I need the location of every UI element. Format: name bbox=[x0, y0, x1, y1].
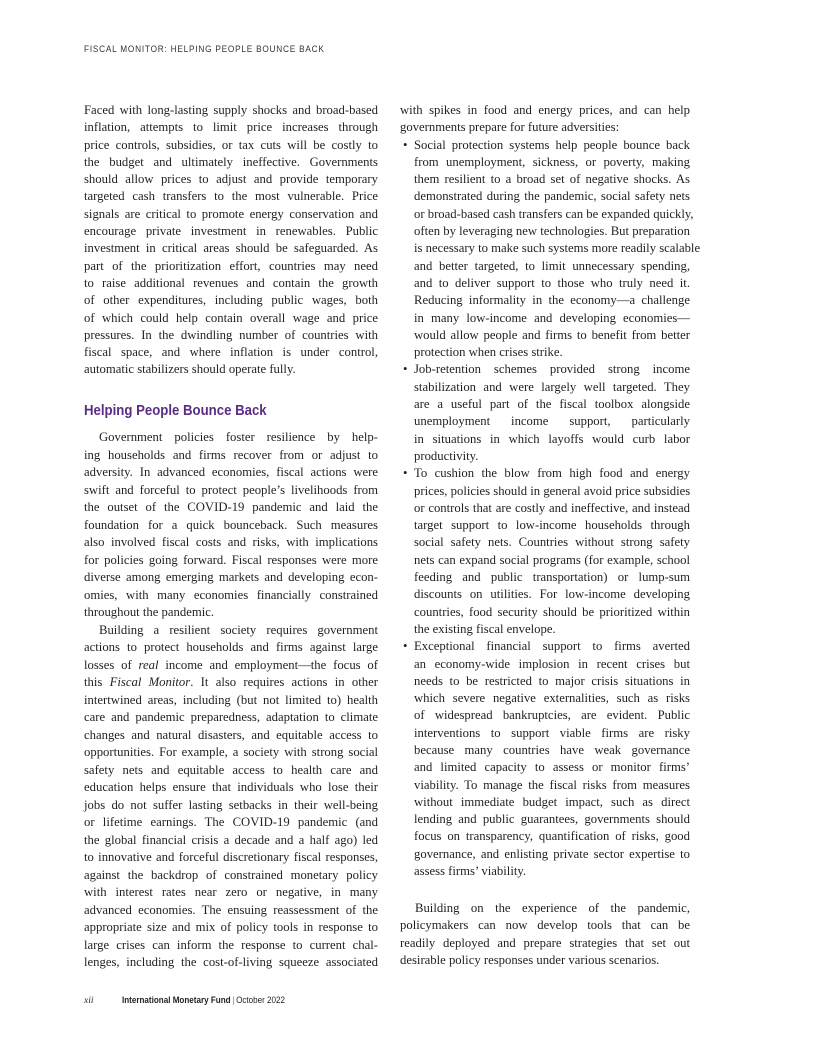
text-line: in situations in which layoffs would curb labor bbox=[414, 431, 690, 446]
text-line: prices, policies should in general avoid price subsidies bbox=[414, 483, 691, 498]
text-line: and limited capacity to assess or monitor firms’ bbox=[414, 760, 690, 775]
text-line: encourage private investment in renewables. Public bbox=[84, 224, 378, 239]
text-line: productivity. bbox=[414, 448, 479, 463]
text-line: feeding and public transportation) or lump-sum bbox=[414, 570, 690, 585]
text-line: assess firms’ viability. bbox=[414, 864, 527, 879]
text-line: diverse among emerging markets and developing econ- bbox=[84, 570, 378, 584]
text-line: to raise additional revenues and contain the growth bbox=[84, 275, 378, 290]
text-line: Faced with long-lasting supply shocks and broad-based bbox=[84, 103, 378, 117]
page-footer bbox=[84, 995, 314, 1006]
text-line: price controls, subsidies, or tax cuts will be costly to bbox=[84, 137, 378, 152]
text-line: To cushion the blow from high food and energy bbox=[414, 466, 690, 481]
text-line: because many countries have weak governance bbox=[414, 742, 690, 757]
bullet-icon: • bbox=[403, 466, 408, 481]
text-line: or controls that are costly and ineffective, and instead bbox=[414, 500, 690, 515]
text-line: throughout the pandemic. bbox=[84, 605, 215, 619]
text-line: safety nets and equitable access to health care and bbox=[84, 762, 378, 777]
text-line: often by leveraging new technologies. But preparation bbox=[414, 224, 690, 239]
body-paragraph bbox=[84, 622, 378, 972]
text-line: demonstrated during the pandemic, social safety nets bbox=[414, 189, 690, 204]
text-line: inflation, attempts to limit price increases through bbox=[84, 120, 378, 135]
text-line: Government policies foster resilience by help- bbox=[99, 430, 378, 444]
footer-separator: | bbox=[232, 995, 235, 1006]
intro-lines bbox=[400, 102, 690, 137]
text-line: viability. To manage the fiscal risks from measures bbox=[414, 777, 690, 792]
italic-text: real bbox=[138, 657, 159, 672]
bullet-item bbox=[400, 638, 690, 880]
text-line: interventions to support viable firms are risky bbox=[414, 725, 690, 740]
text-line: education helps ensure that individuals who lose their bbox=[84, 780, 378, 794]
text-line: ing households and firms recover from or adjust to bbox=[84, 447, 378, 462]
text-line bbox=[84, 657, 378, 675]
text-line: Social protection systems help people bounce back bbox=[414, 137, 690, 152]
text-line: lenges, including the cost-of-living squeeze associated bbox=[84, 955, 378, 969]
text-line: omies, with many economies financially constrained bbox=[84, 587, 378, 602]
text-line: signals are critical to promote energy conservation and bbox=[84, 206, 378, 221]
text-line: large crises can inform the response to current chal- bbox=[84, 937, 378, 952]
text-line: the global financial crisis a decade and a half ago) led bbox=[84, 832, 378, 847]
text-segment: . It also requires actions in other bbox=[190, 675, 378, 689]
text-line: which severe negative externalities, such as risks bbox=[414, 691, 690, 706]
text-line: policymakers can now develop tools that can be bbox=[400, 918, 690, 933]
text-line: part of the prioritization effort, countries may need bbox=[84, 258, 378, 273]
text-line: of widespread bankruptcies, are evident. Public bbox=[414, 708, 690, 723]
text-segment: income and employment—the focus of bbox=[158, 657, 378, 672]
text-line: and better targeted, to limit unnecessary spending, bbox=[414, 258, 690, 273]
text-line: targeted cash transfers to the most vulnerable. Price bbox=[84, 189, 378, 204]
italic-text: Fiscal Monitor bbox=[109, 675, 191, 689]
text-line: automatic stabilizers should operate fully. bbox=[84, 362, 296, 377]
text-line: of other expenditures, including public wages, both bbox=[84, 293, 378, 308]
text-line: countries, food security should be prioritized within bbox=[414, 604, 690, 619]
text-segment: losses of bbox=[84, 657, 139, 672]
page-number: xii bbox=[84, 996, 94, 1006]
text-line: governments prepare for future adversities: bbox=[400, 120, 620, 135]
text-line: swift and forceful to protect people’s livelihoods from bbox=[84, 482, 378, 497]
text-line: Exceptional financial support to firms averted bbox=[414, 639, 690, 654]
bullet-item bbox=[400, 465, 690, 638]
text-line: stabilization and were largely well targeted. They bbox=[414, 379, 690, 394]
text-line: to innovative and forceful discretionary fiscal responses, bbox=[84, 850, 378, 864]
bullet-icon: • bbox=[403, 362, 408, 377]
text-line: investment in critical areas should be safeguarded. As bbox=[84, 241, 378, 256]
text-line bbox=[84, 674, 378, 692]
text-line: intertwined areas, including (but not limited to) health bbox=[84, 692, 378, 707]
text-line: changes and natural disasters, and equitable access to bbox=[84, 727, 378, 742]
text-line: fiscal space, and where inflation is under control, bbox=[84, 345, 378, 360]
text-line: jobs do not suffer lasting setbacks in their well-being bbox=[84, 797, 378, 812]
bullet-item bbox=[400, 361, 690, 465]
text-line: nets can expand social programs (for example, school bbox=[414, 552, 690, 567]
text-line: with interest rates near zero or negative, in many bbox=[84, 885, 378, 899]
text-line: Reducing informality in the economy—a challenge bbox=[414, 293, 690, 308]
text-line: should allow prices to adjust and provide temporary bbox=[84, 172, 378, 187]
text-line: or broad-based cash transfers can be expanded quickly, bbox=[414, 206, 694, 221]
text-line: for policies going forward. Fiscal responses were more bbox=[84, 552, 378, 567]
text-line: in many low-income and developing economies— bbox=[414, 310, 690, 325]
text-line: Building a resilient society requires government bbox=[99, 622, 378, 637]
bullet-icon: • bbox=[403, 137, 408, 152]
text-line: are a useful part of the fiscal toolbox alongside bbox=[414, 397, 690, 412]
text-line: target support to low-income households through bbox=[414, 518, 690, 533]
text-line: appropriate size and mix of policy tools in response to bbox=[84, 920, 378, 934]
text-line: of which could help contain overall wage and price bbox=[84, 310, 378, 325]
text-line: unemployment income support, particularly bbox=[414, 414, 690, 429]
left-body bbox=[84, 429, 378, 972]
text-line: or lifetime earnings. The COVID-19 pandemic (and bbox=[84, 815, 378, 829]
text-line: the existing fiscal envelope. bbox=[414, 621, 556, 636]
intro-paragraph bbox=[84, 102, 378, 379]
text-line: foundation for a quick bounceback. Such measures bbox=[84, 517, 378, 532]
footer-publisher bbox=[122, 995, 285, 1006]
body-paragraph bbox=[84, 429, 378, 622]
text-line: an economy-wide implosion in recent crises but bbox=[414, 656, 690, 671]
text-line: is necessary to make such systems more readily scalable bbox=[414, 241, 701, 256]
text-line: against the backdrop of constrained monetary policy bbox=[84, 867, 378, 882]
text-line: from unemployment, sickness, or poverty, making bbox=[414, 154, 690, 169]
text-line: lending and public guarantees, governments should bbox=[414, 812, 690, 827]
publication-date: October 2022 bbox=[236, 995, 286, 1006]
text-line: needs to be restricted to major crisis situations in bbox=[414, 673, 690, 688]
text-line: with spikes in food and energy prices, and can help bbox=[400, 103, 690, 117]
text-line: also involved fiscal costs and risks, with implications bbox=[84, 535, 378, 549]
text-line: adversity. In advanced economies, fiscal actions were bbox=[84, 465, 378, 479]
text-line: without immediate budget impact, such as direct bbox=[414, 794, 690, 809]
closing-paragraph bbox=[400, 900, 690, 969]
text-line: Building on the experience of the pandemic, bbox=[415, 901, 690, 915]
text-line: opportunities. For example, a society with strong social bbox=[84, 745, 378, 759]
text-segment: this bbox=[84, 675, 110, 689]
right-body bbox=[400, 102, 701, 880]
text-line: social safety nets. Countries without strong safety bbox=[414, 535, 690, 550]
text-line: focus on transparency, quantification of risks, good bbox=[414, 829, 690, 844]
bullet-list bbox=[400, 137, 701, 881]
bullet-icon: • bbox=[403, 639, 408, 654]
text-line: discounts on utilities. For low-income developing bbox=[414, 587, 690, 602]
text-line: desirable policy responses under various scenarios. bbox=[400, 952, 660, 967]
text-line: would allow people and firms to benefit from better bbox=[414, 327, 690, 342]
text-line: the outset of the COVID-19 pandemic and laid the bbox=[84, 500, 378, 514]
text-line: Job-retention schemes provided strong income bbox=[414, 362, 690, 377]
closing-paragraph-block bbox=[400, 900, 690, 969]
bullet-item bbox=[400, 137, 701, 362]
text-line: advanced economies. The ensuing reassessment of the bbox=[84, 902, 378, 917]
text-line: the budget and ultimately ineffective. Governments bbox=[84, 154, 378, 169]
text-line: readily deployed and prepare strategies that set out bbox=[400, 935, 690, 950]
text-line: and to deliver support to those who truly need it. bbox=[414, 275, 690, 290]
text-line: protection when crises strike. bbox=[414, 345, 563, 360]
text-line: care and pandemic preparedness, adaptation to climate bbox=[84, 710, 378, 724]
section-heading: Helping People Bounce Back bbox=[84, 402, 267, 419]
text-line: governance, and enlisting private sector expertise to bbox=[414, 846, 690, 861]
text-line: them resilient to a broad set of negative shocks. As bbox=[414, 172, 690, 187]
running-head: FISCAL MONITOR: HELPING PEOPLE BOUNCE BACK bbox=[84, 44, 325, 55]
text-line: pressures. In the dwindling number of countries with bbox=[84, 327, 378, 342]
organization-name: International Monetary Fund bbox=[122, 995, 231, 1006]
text-line: actions to protect households and firms against large bbox=[84, 640, 378, 654]
